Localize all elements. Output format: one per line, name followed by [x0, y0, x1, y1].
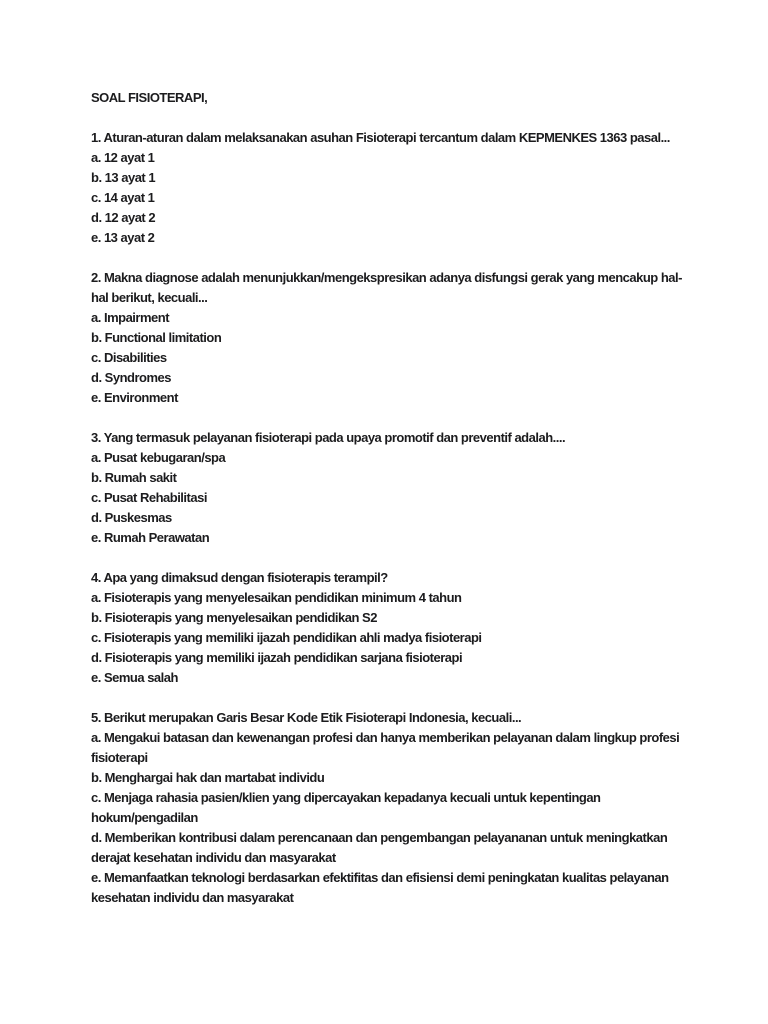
question-2-option-c: c. Disabilities — [91, 350, 167, 365]
question-2-text: 2. Makna diagnose adalah menunjukkan/mengekspresikan adanya disfungsi gerak yang mencakup hal-hal berikut, kecuali... — [91, 270, 682, 305]
document-title: SOAL FISIOTERAPI, — [91, 90, 208, 105]
question-1-option-e: e. 13 ayat 2 — [91, 230, 155, 245]
question-1-option-d: d. 12 ayat 2 — [91, 210, 156, 225]
question-5 — [91, 708, 691, 908]
question-4 — [91, 568, 691, 688]
question-3-option-b: b. Rumah sakit — [91, 470, 177, 485]
question-3-option-d: d. Puskesmas — [91, 510, 172, 525]
question-3-option-a: a. Pusat kebugaran/spa — [91, 450, 226, 465]
question-3 — [91, 428, 691, 548]
question-4-option-e: e. Semua salah — [91, 670, 178, 685]
question-4-option-c: c. Fisioterapis yang memiliki ijazah pendidikan ahli madya fisioterapi — [91, 630, 482, 645]
question-2 — [91, 268, 691, 408]
question-2-option-a: a. Impairment — [91, 310, 170, 325]
question-4-option-a: a. Fisioterapis yang menyelesaikan pendidikan minimum 4 tahun — [91, 590, 462, 605]
question-2-option-b: b. Functional limitation — [91, 330, 222, 345]
page-content — [91, 88, 691, 908]
question-4-text: 4. Apa yang dimaksud dengan fisioterapis terampil? — [91, 570, 388, 585]
question-1-option-c: c. 14 ayat 1 — [91, 190, 155, 205]
question-1-text: 1. Aturan-aturan dalam melaksanakan asuhan Fisioterapi tercantum dalam KEPMENKES 1363 pasal... — [91, 130, 670, 145]
question-4-option-b: b. Fisioterapis yang menyelesaikan pendidikan S2 — [91, 610, 377, 625]
question-5-option-b: b. Menghargai hak dan martabat individu — [91, 770, 325, 785]
question-3-option-c: c. Pusat Rehabilitasi — [91, 490, 207, 505]
question-5-option-a: a. Mengakui batasan dan kewenangan profesi dan hanya memberikan pelayanan dalam lingkup profesi fisioterapi — [91, 730, 680, 765]
question-3-option-e: e. Rumah Perawatan — [91, 530, 210, 545]
question-2-option-e: e. Environment — [91, 390, 178, 405]
question-4-option-d: d. Fisioterapis yang memiliki ijazah pendidikan sarjana fisioterapi — [91, 650, 463, 665]
question-1 — [91, 128, 691, 248]
question-5-text: 5. Berikut merupakan Garis Besar Kode Etik Fisioterapi Indonesia, kecuali... — [91, 710, 522, 725]
question-3-text: 3. Yang termasuk pelayanan fisioterapi pada upaya promotif dan preventif adalah.... — [91, 430, 566, 445]
question-1-option-b: b. 13 ayat 1 — [91, 170, 156, 185]
question-5-option-e: e. Memanfaatkan teknologi berdasarkan efektifitas dan efisiensi demi peningkatan kualitas pelayanan kesehatan individu dan masyarakat — [91, 870, 669, 905]
question-5-option-d: d. Memberikan kontribusi dalam perencanaan dan pengembangan pelayananan untuk meningkatkan derajat kesehatan individu dan masyarakat — [91, 830, 668, 865]
question-1-option-a: a. 12 ayat 1 — [91, 150, 155, 165]
question-5-option-c: c. Menjaga rahasia pasien/klien yang dipercayakan kepadanya kecuali untuk kepentingan hokum/pengadilan — [91, 790, 601, 825]
question-2-option-d: d. Syndromes — [91, 370, 171, 385]
